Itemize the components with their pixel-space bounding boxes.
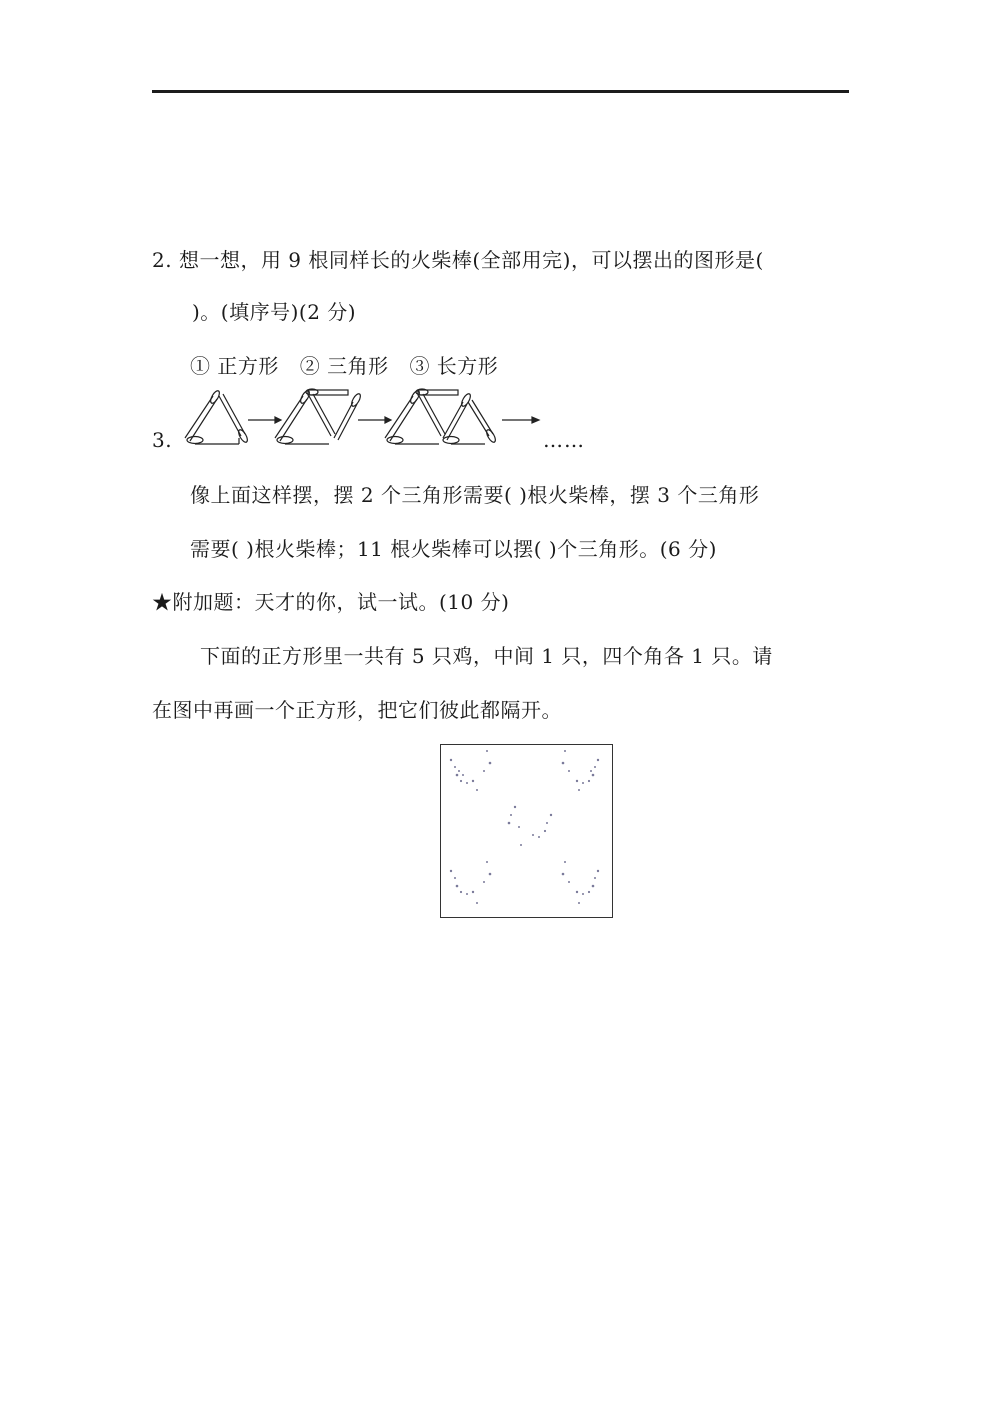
option-marker: ② (299, 354, 321, 378)
chicken-square-figure (440, 744, 613, 918)
chicken-icon-bottom-left (450, 861, 492, 904)
option-marker: ③ (409, 354, 430, 378)
arrow-3 (502, 417, 539, 423)
arrow-1 (248, 417, 281, 423)
chicken-icon-top-left (450, 750, 492, 791)
bonus-question-title: ★附加题：天才的你，试一试。(10 分) (152, 590, 510, 614)
matchstick-triangles-figure (175, 388, 555, 450)
option-label: 三角形 (327, 354, 389, 378)
triangle-step-1 (185, 389, 249, 444)
chickens-drawing (441, 745, 611, 916)
option-2 (300, 354, 389, 378)
chicken-icon-bottom-right (562, 861, 600, 904)
question-3-number: 3. (152, 428, 173, 452)
question-3-line-1: 像上面这样摆，摆 2 个三角形需要( )根火柴棒，摆 3 个三角形 (190, 483, 760, 507)
question-2-line-1: 2. 想一想，用 9 根同样长的火柴棒(全部用完)，可以摆出的图形是( (152, 248, 764, 272)
question-3-line-2: 需要( )根火柴棒；11 根火柴棒可以摆( )个三角形。(6 分) (190, 537, 717, 561)
bonus-question-line-2: 在图中再画一个正方形，把它们彼此都隔开。 (152, 698, 562, 722)
option-3 (409, 354, 498, 378)
option-label: 正方形 (217, 354, 279, 378)
option-1 (190, 354, 279, 378)
option-marker: ① (190, 354, 211, 378)
arrow-2 (358, 417, 391, 423)
chicken-icon-top-right (562, 750, 600, 791)
chicken-icon-center (508, 806, 553, 846)
bonus-question-line-1: 下面的正方形里一共有 5 只鸡，中间 1 只，四个角各 1 只。请 (200, 644, 773, 668)
triangle-step-3 (385, 389, 497, 444)
header-rule (152, 90, 849, 93)
triangle-step-2 (275, 389, 362, 444)
option-label: 长方形 (436, 354, 499, 378)
question-2-line-2: )。(填序号)(2 分) (192, 300, 357, 324)
sequence-ellipsis: …… (543, 428, 585, 452)
question-2-options (190, 354, 512, 378)
